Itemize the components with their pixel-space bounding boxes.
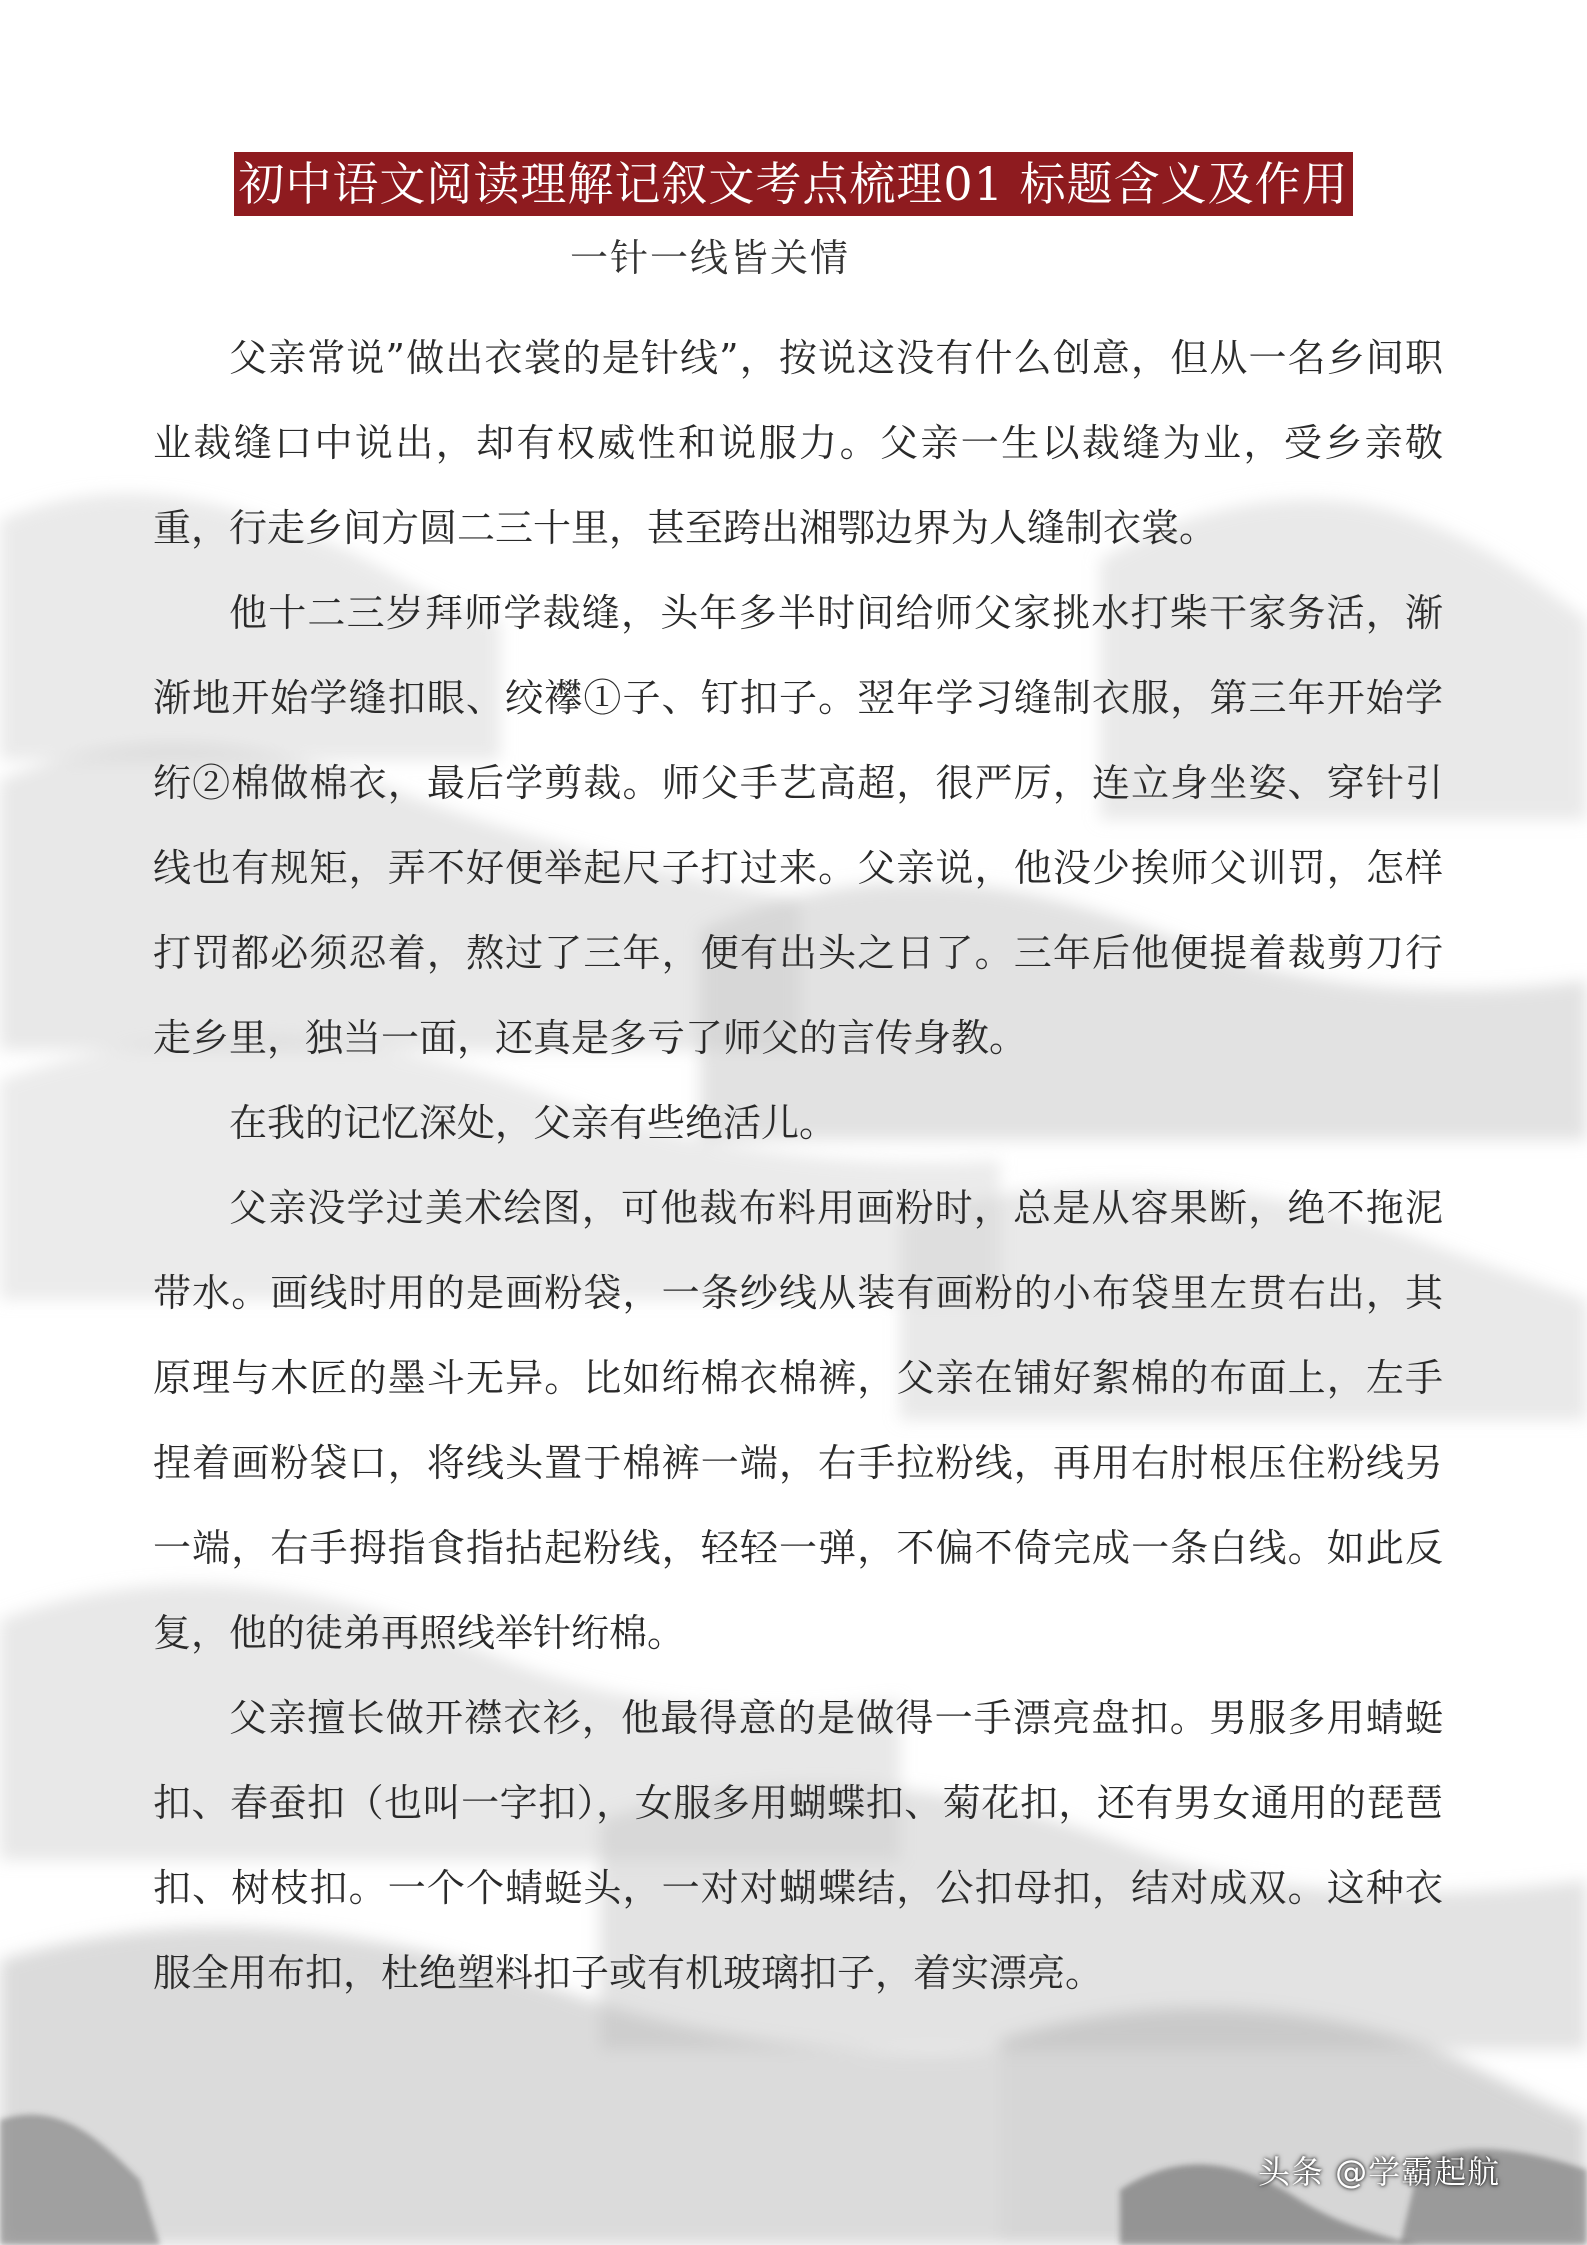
toutiao-watermark: 头条 @学霸起航 (1258, 2153, 1501, 2191)
paragraph-5: 父亲擅长做开襟衣衫，他最得意的是做得一手漂亮盘扣。男服多用蜻蜓扣、春蚕扣（也叫一字扣），女服多用蝴蝶扣、菊花扣，还有男女通用的琵琶扣、树枝扣。一个个蜻蜓头，一对对蝴蝶结，公扣母扣，结对成双。这种衣服全用布扣，杜绝塑料扣子或有机玻璃扣子，着实漂亮。 (153, 1696, 1443, 1995)
paragraph-4: 父亲没学过美术绘图，可他裁布料用画粉时，总是从容果断，绝不拖泥带水。画线时用的是画粉袋，一条纱线从装有画粉的小布袋里左贯右出，其原理与木匠的墨斗无异。比如绗棉衣棉裤，父亲在铺好絮棉的布面上，左手捏着画粉袋口，将线头置于棉裤一端，右手拉粉线，再用右肘根压住粉线另一端，右手拇指食指拈起粉线，轻轻一弹，不偏不倚完成一条白线。如此反复，他的徒弟再照线举针绗棉。 (153, 1186, 1443, 1655)
document-title: 初中语文阅读理解记叙文考点梳理01 标题含义及作用 (234, 152, 1352, 216)
paragraph-1: 父亲常说”做出衣裳的是针线”，按说这没有什么创意，但从一名乡间职业裁缝口中说出，却有权威性和说服力。父亲一生以裁缝为业，受乡亲敬重，行走乡间方圆二三十里，甚至跨出湘鄂边界为人缝制衣裳。 (153, 336, 1443, 550)
paragraph-3: 在我的记忆深处，父亲有些绝活儿。 (229, 1101, 838, 1145)
article-body (153, 316, 1443, 2016)
paragraph-2: 他十二三岁拜师学裁缝，头年多半时间给师父家挑水打柴干家务活，渐渐地开始学缝扣眼、绞襻①子、钉扣子。翌年学习缝制衣服，第三年开始学绗②棉做棉衣，最后学剪裁。师父手艺高超，很严厉，连立身坐姿、穿针引线也有规矩，弄不好便举起尺子打过来。父亲说，他没少挨师父训罚，怎样打罚都必须忍着，熬过了三年，便有出头之日了。三年后他便提着裁剪刀行走乡里，独当一面，还真是多亏了师父的言传身教。 (153, 591, 1443, 1060)
article-subtitle: 一针一线皆关情 (570, 236, 851, 280)
title-banner (0, 152, 1587, 216)
